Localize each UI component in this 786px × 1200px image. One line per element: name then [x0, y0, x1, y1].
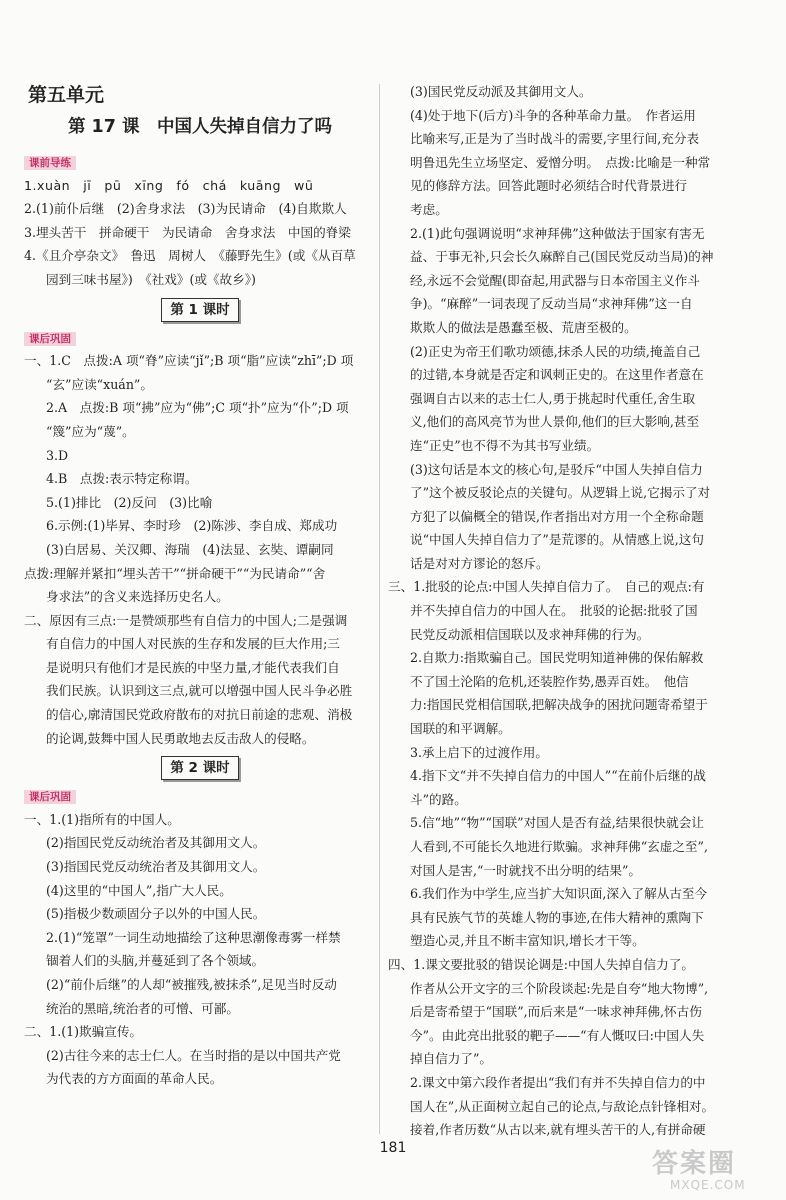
answer-line: (3)指国民党反动统治者及其御用文人。 — [46, 859, 266, 875]
answer-line: 斗”的路。 — [410, 791, 467, 807]
answer-line: 为代表的方方面面的革命人民。 — [46, 1071, 223, 1087]
answer-line: 说“中国人失掉自信力了”是荒谬的。从情感上说,这句 — [410, 532, 704, 548]
answer-line: 四、1.课文要批驳的错误论调是:中国人失掉自信力了。 — [388, 956, 694, 972]
period-2-answers — [24, 808, 376, 1091]
answer-line: 争)。“麻醉”一词表现了反动当局“求神拜佛”这一自 — [410, 296, 693, 312]
answer-line: (2)“前仆后继”的人却“被摧残,被抹杀”,足见当时反动 — [46, 977, 337, 992]
answer-line: 5.信“地”“物”“国联”对国人是否有益,结果很快就会让 — [410, 815, 704, 831]
preview-line: 3.埋头苦干 拼命硬干 为民请命 舍身求法 中国的脊梁 — [24, 224, 351, 240]
answer-line: 方犯了以偏概全的错误,作者指出对方用一个全称命题 — [410, 508, 704, 524]
answer-line: (3)白居易、关汉卿、海瑞 (4)法显、玄奘、谭嗣同 — [46, 541, 334, 557]
answer-line: 点拨:理解并紧扣“埋头苦干”“拼命硬干”“为民请命”“舍 — [24, 565, 326, 581]
answer-line: 二、1.(1)欺骗宣传。 — [24, 1024, 143, 1040]
preview-line: 2.(1)前仆后继 (2)舍身求法 (3)为民请命 (4)自欺欺人 — [24, 201, 347, 217]
answer-line: 对国人是害,“一时就找不出分明的结果”。 — [410, 862, 641, 878]
answer-line: (3)这句话是本文的核心句,是驳斥“中国人失掉自信力 — [410, 461, 703, 477]
preview-line: 4.《且介亭杂文》 鲁迅 周树人 《藤野先生》(或《从百草 — [24, 248, 356, 264]
watermark-logo: 答案圈 MXQE.COM — [652, 1149, 746, 1192]
answer-line: 2.(1)此句强调说明“求神拜佛”这种做法于国家有害无 — [410, 225, 705, 241]
page-number: 181 — [379, 1140, 407, 1156]
answer-line: 3.D — [46, 447, 69, 463]
answer-line: 的信心,廓清国民党政府散布的对抗日前途的悲观、消极 — [46, 707, 353, 723]
section-tag-after-2: 课后巩固 — [24, 790, 76, 804]
answer-line: 考虑。 — [410, 201, 448, 217]
answer-line: 4.指下文“并不失掉自信力的中国人”“在前仆后继的战 — [410, 768, 706, 784]
answer-line: 身求法”的含义来选择历史名人。 — [46, 589, 229, 605]
lesson-title: 第 17 课 中国人失掉自信力了吗 — [67, 117, 333, 137]
unit-title: 第五单元 — [28, 84, 105, 106]
preview-answers — [24, 174, 376, 292]
answer-line: 见的修辞方法。回答此题时必须结合时代背景进行 — [410, 178, 688, 194]
answer-line: 4.B 点拨:表示特定称谓。 — [46, 471, 198, 487]
answer-line: (2)正史为帝王们歌功颂德,抹杀人民的功绩,掩盖自己 — [410, 343, 701, 359]
answer-line: 一、1.(1)指所有的中国人。 — [24, 811, 180, 827]
answer-line: 6.我们作为中学生,应当扩大知识面,深入了解从古至今 — [410, 886, 708, 902]
answer-line: 益、于事无补,只会长久麻醉自己(国民党反动当局)的神 — [410, 249, 714, 265]
answer-line: 锢着人们的头脑,并蔓延到了各个领域。 — [46, 953, 265, 969]
answer-line: 统治的黑暗,统治者的可憎、可鄙。 — [46, 1000, 239, 1016]
answer-line: 明鲁迅先生立场坚定、爱憎分明。 点拨:比喻是一种常 — [410, 154, 711, 170]
answer-line: 三、1.批驳的论点:中国人失掉自信力了。 自己的观点:有 — [388, 579, 705, 595]
period-1-heading: 第 1 课时 — [161, 298, 238, 322]
answer-line: (2)古往今来的志士仁人。在当时指的是以中国共产党 — [46, 1047, 341, 1063]
answer-line: 强调自古以来的志士仁人,勇于挑起时代重任,舍生取 — [410, 390, 696, 406]
answer-line: (4)处于地下(后方)斗争的各种革命力量。 作者运用 — [410, 107, 696, 123]
answer-line: 我们民族。认识到这三点,就可以增强中国人民斗争必胜 — [46, 683, 353, 699]
section-tag-after-1: 课后巩固 — [24, 332, 76, 346]
preview-line: 1.xuàn jī pū xīng fó chá kuāng wū — [24, 177, 314, 193]
answer-line: 的论调,鼓舞中国人民勇敢地去反击敌人的侵略。 — [46, 730, 315, 746]
answer-line: 连“正史”也不得不为其书写业绩。 — [410, 437, 600, 453]
column-divider — [379, 84, 380, 1134]
answer-line: 国人在”,从正面树立起自己的论点,与敌论点针锋相对。 — [410, 1098, 715, 1114]
answer-line: 有自信力的中国人对民族的生存和发展的巨大作用;三 — [46, 636, 340, 652]
answer-line: 是说明只有他们才是民族的中坚力量,才能代表我们自 — [46, 659, 340, 675]
answer-line: 的过错,本身就是否定和讽刺正史的。在这里作者意在 — [410, 367, 704, 383]
right-column — [388, 80, 738, 1142]
answer-line: 2.A 点拨:B 项“拂”应为“佛”;C 项“扑”应为“仆”;D 项 — [46, 400, 349, 416]
answer-line: “篾”应为“蔑”。 — [46, 423, 135, 439]
answer-line: (2)指国民党反动统治者及其御用文人。 — [46, 835, 266, 851]
answer-line: 一、1.C 点拨:A 项“脊”应读“jǐ”;B 项“脂”应读“zhī”;D 项 — [24, 353, 354, 369]
answer-line: 比喻来写,正是为了当时战斗的需要,字里行间,充分表 — [410, 131, 700, 147]
left-column — [24, 80, 376, 1091]
answer-line: 后是寄希望于“国联”,而后来是“一味求神拜佛,怀古伤 — [410, 1004, 702, 1020]
answer-line: 2.课文中第六段作者提出“我们有并不失掉自信力的中 — [410, 1074, 706, 1090]
section-tag-preview: 课前导练 — [24, 156, 76, 170]
answer-line: 欺欺人的做法是愚蠢至极、荒唐至极的。 — [410, 319, 637, 335]
preview-line: 园到三味书屋》) 《社戏》(或《故乡》) — [46, 271, 256, 287]
answer-line: 掉自信力了”。 — [410, 1051, 493, 1067]
answer-line: 国联的和平调解。 — [410, 721, 511, 737]
answer-line: (4)这里的“中国人”,指广大人民。 — [46, 882, 232, 898]
answer-line: 具有民族气节的英雄人物的事迹,在伟大精神的熏陶下 — [410, 909, 704, 925]
answer-line: 2.自欺力:指欺骗自己。国民党明知道神佛的保佑解救 — [410, 650, 704, 666]
answer-line: 并不失掉自信力的中国人在。 批驳的论据:批驳了国 — [410, 603, 698, 619]
answer-line: (3)国民党反动派及其御用文人。 — [410, 84, 592, 99]
answer-line: 经,永远不会觉醒(即奋起,用武器与日本帝国主义作斗 — [410, 272, 700, 288]
period-1-answers — [24, 349, 376, 750]
answer-line: 义,他们的高风亮节为世人景仰,他们的巨大影响,甚至 — [410, 414, 700, 430]
period-2-heading: 第 2 课时 — [161, 756, 238, 780]
answer-line: 不了国土沦陷的危机,还装腔作势,愚弄百姓。 他信 — [410, 673, 689, 689]
answer-line: 塑造心灵,并且不断丰富知识,增长才干等。 — [410, 933, 645, 949]
answer-line: 5.(1)排比 (2)反问 (3)比喻 — [46, 494, 213, 510]
answer-line: 了”这个被反驳论点的关键句。从逻辑上说,它揭示了对 — [410, 485, 711, 501]
answer-line: “玄”应读“xuán”。 — [46, 376, 153, 392]
answer-line: 力:指国民党相信国联,把解决战争的困扰问题寄希望于 — [410, 697, 708, 713]
answer-line: 话是对对方谬论的怒斥。 — [410, 555, 549, 571]
answer-line: 3.承上启下的过渡作用。 — [410, 744, 548, 760]
answer-line: (5)指极少数顽固分子以外的中国人民。 — [46, 906, 266, 922]
answer-line: 作者从公开文字的三个阶段谈起:先是自夸“地大物博”, — [410, 980, 709, 996]
answer-line: 今”。由此亮出批驳的靶子——“有人慨叹曰:中国人失 — [410, 1027, 705, 1043]
answer-line: 接着,作者历数“从古以来,就有埋头苦干的人,有拼命硬 — [410, 1122, 706, 1138]
answer-line: 2.(1)“笼罩”一词生动地描绘了这种思潮像毒雾一样禁 — [46, 929, 341, 945]
answer-line: 人看到,不可能长久地进行欺骗。求神拜佛“玄虚之至”, — [410, 839, 708, 854]
answer-line: 民党反动派相信国联以及求神拜佛的行为。 — [410, 626, 650, 642]
answer-line: 6.示例:(1)毕昇、李时珍 (2)陈涉、李自成、郑成功 — [46, 518, 338, 534]
answer-line: 二、原因有三点:一是赞颂那些有自信力的中国人;二是强调 — [24, 612, 348, 628]
